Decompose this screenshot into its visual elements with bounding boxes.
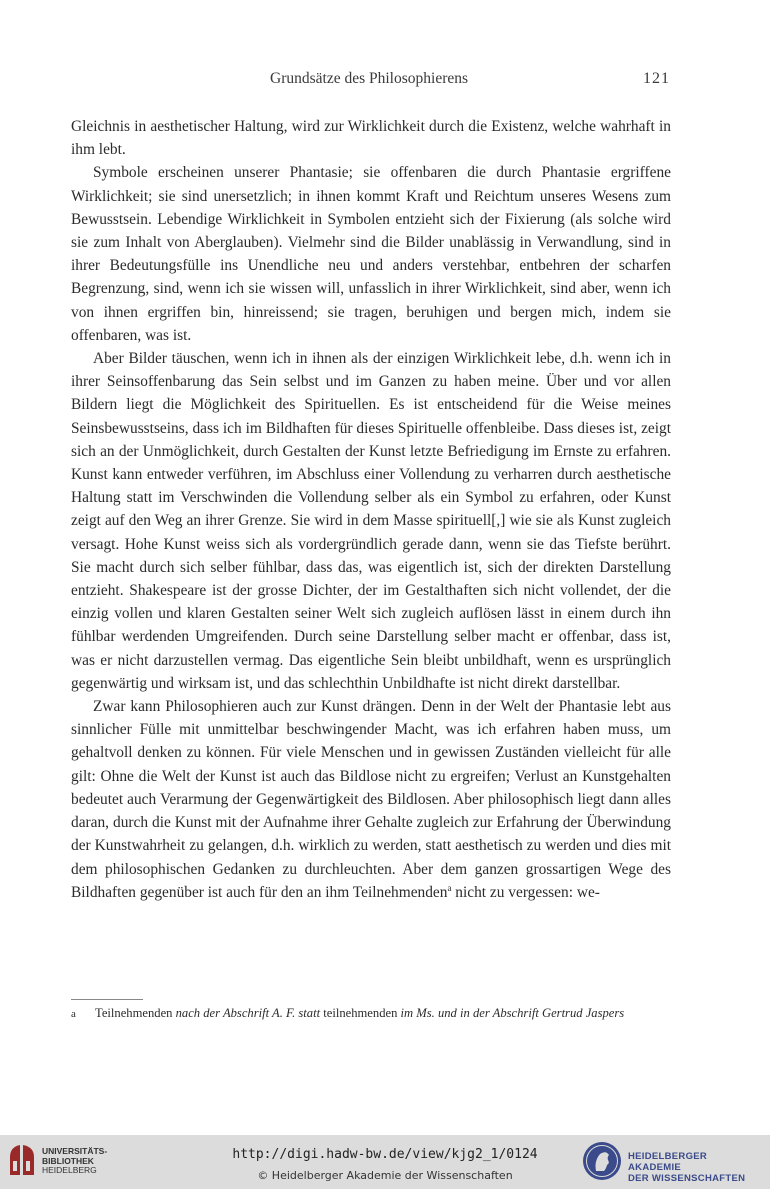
footnote-reference[interactable]: a [447,882,452,893]
academy-name: HEIDELBERGER AKADEMIE DER WISSENSCHAFTEN [628,1151,746,1184]
paragraph-1: Gleichnis in aesthetischer Haltung, wird zur Wirklichkeit durch die Existenz, welche wahrhaft in ihm lebt. [71,118,671,159]
main-text [71,115,671,904]
footnote-mark: a [71,1008,76,1020]
running-title: Grundsätze des Philosophierens [270,70,469,87]
footnote-divider [71,999,143,1000]
footnote-note-2: im Ms. und in der Abschrift Gertrud Jaspers [400,1006,625,1020]
paragraph-3: Aber Bilder täuschen, wenn ich in ihnen als der einzigen Wirklichkeit lebe, d.h. wenn ich in ihrer Seinsoffenbarung das Sein selbst und im Ganzen zu haben meine. Über und vor allen Bildern liegt die Möglichkeit des Spirituellen. Es ist entscheidend für die Weise meines Seinsbewusstseins, dass ich im Bildhaften für dieses Spirituelle offenbleibe. Dass dieses ist, zeigt sich an der Unmöglichkeit, durch Gestalten der Kunst letzte Befriedigung im Ernste zu erfahren. Kunst kann entweder verführen, im Abschluss einer Vollendung zu verharren durch aesthetische Haltung statt im Verschwinden die Vollendung selber als ein Symbol zu erfahren, oder Kunst zeigt auf den Weg an ihrer Grenze. Sie wird in dem Masse spirituell[,] wie sie als Kunst zugleich versagt. Hohe Kunst weiss sich als vordergründlich gerade dann, wenn sie das Tiefste berührt. Sie macht durch sich selber fühlbar, dass das, was eigentlich ist, sich der direkten Darstellung entzieht. Shakespeare ist der grosse Dichter, der im Gestalthaften sich nicht vollendet, der die einzig vollen und klaren Gestalten seiner Welt sich zugleich auflösen lässt in einem durch ihn fühlbar werdenden Umgreifenden. Durch seine Darstellung selber macht er offenbar, dass ist, was er nicht darzustellen vermag. Das eigentliche Sein bleibt unbildhaft, wenn es ursprünglich gegenwärtig und wirksam ist, und das schlechthin Unbildhafte ist nicht direkt darstellbar. [71,350,671,692]
footnote [71,1004,681,1023]
footnote-word-1: Teilnehmenden [95,1006,176,1020]
university-library-name: UNIVERSITÄTS- BIBLIOTHEK HEIDELBERG [42,1146,108,1175]
copyright-notice: © Heidelberger Akademie der Wissenschaften [257,1169,513,1182]
paragraph-4-text: Zwar kann Philosophieren auch zur Kunst drängen. Denn in der Welt der Phantasie lebt aus sinnlicher Fülle mit unmittelbar beschwingender Macht, was ich erfahren haben muss, um gehaltvoll denken zu können. Für viele Menschen und in gewissen Zuständen vielleicht für alle gilt: Ohne die Welt der Kunst ist auch das Bildlose nicht zu ergreifen; Verlust an Kunstgehalten bedeutet auch Verarmung der Gegenwärtigkeit des Bildlosen. Aber philosophisch liegt dann alles daran, durch die Kunst mit der Aufnahme ihrer Gehalte zugleich zur Erfahrung der Überwindung der Kunstwahrheit zu gelangen, d.h. wirklich zu werden, statt aesthetisch zu werden und dies mit dem philosophischen Gedanken zu durchleuchten. Aber dem ganzen grossartigen Wege des Bildhaften gegenüber ist auch für den an ihm Teilnehmenden [71,698,671,901]
paragraph-4-text-end: nicht zu vergessen: we- [451,883,600,901]
footer-bar [0,1135,770,1189]
page-number: 121 [643,70,670,87]
paragraph-4 [71,695,671,904]
footnote-word-2: teilnehmenden [320,1006,401,1020]
permalink-url[interactable]: http://digi.hadw-bw.de/view/kjg2_1/0124 [232,1147,538,1162]
footnote-note-1: nach der Abschrift A. F. statt [175,1006,321,1020]
academy-seal-icon [582,1141,622,1181]
paragraph-2: Symbole erscheinen unserer Phantasie; sie offenbaren die durch Phantasie ergriffene Wirklichkeit; sie sind unersetzlich; in ihnen kommt Kraft und Reichtum unseres Wesens zum Bewusstsein. Lebendige Wirklichkeit in Symbolen entzieht sich der Fixierung (als solche wird sie zum Inhalt von Aberglauben). Vielmehr sind die Bilder unablässig in Verwandlung, sind in ihrer Bedeutungsfülle ins Unendliche neu und anders verstehbar, entbehren der scharfen Begrenzung, sind, wenn ich sie wissen will, unfasslich in ihrer Wirklichkeit, sind aber, wenn ich von ihnen ergriffen bin, hinreissend; sie tragen, beruhigen und bergen mich, indem sie offenbaren, was ist. [71,164,671,344]
academy-logo[interactable] [582,1141,762,1183]
